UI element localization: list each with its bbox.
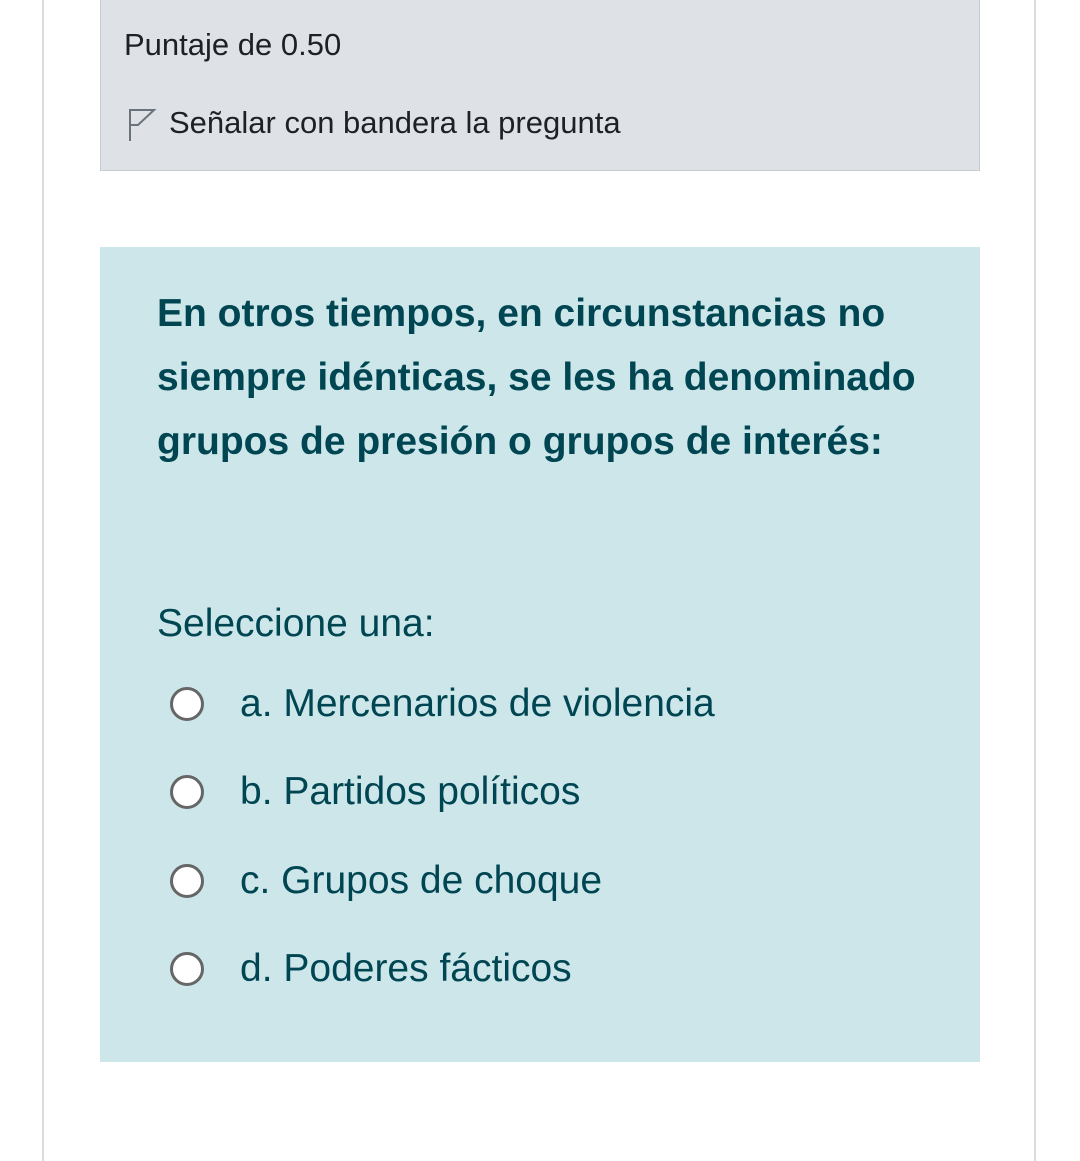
answer-option-d[interactable] bbox=[170, 939, 572, 999]
answer-option-c[interactable] bbox=[170, 851, 602, 911]
flag-question-link[interactable] bbox=[125, 103, 621, 143]
answer-option-label: c. Grupos de choque bbox=[240, 859, 603, 902]
radio-unchecked-icon[interactable] bbox=[170, 775, 204, 809]
question-content bbox=[100, 247, 980, 1062]
question-text: En otros tiempos, en circunstancias no siempre idénticas, se les ha denominado grupos de presión o grupos de interés: bbox=[157, 292, 916, 463]
answer-option-label: b. Partidos políticos bbox=[240, 770, 581, 813]
flag-question-label: Señalar con bandera la pregunta bbox=[169, 105, 621, 140]
radio-unchecked-icon[interactable] bbox=[170, 687, 204, 721]
answer-option-b[interactable] bbox=[170, 762, 580, 822]
radio-unchecked-icon[interactable] bbox=[170, 864, 204, 898]
radio-unchecked-icon[interactable] bbox=[170, 952, 204, 986]
flag-icon bbox=[125, 103, 157, 143]
question-grade: Puntaje de 0.50 bbox=[124, 27, 342, 62]
answer-prompt: Seleccione una: bbox=[157, 602, 435, 645]
answer-option-label: a. Mercenarios de violencia bbox=[240, 682, 715, 725]
answer-option-label: d. Poderes fácticos bbox=[240, 947, 572, 990]
question-info-box bbox=[100, 0, 980, 171]
answer-option-a[interactable] bbox=[170, 674, 715, 734]
